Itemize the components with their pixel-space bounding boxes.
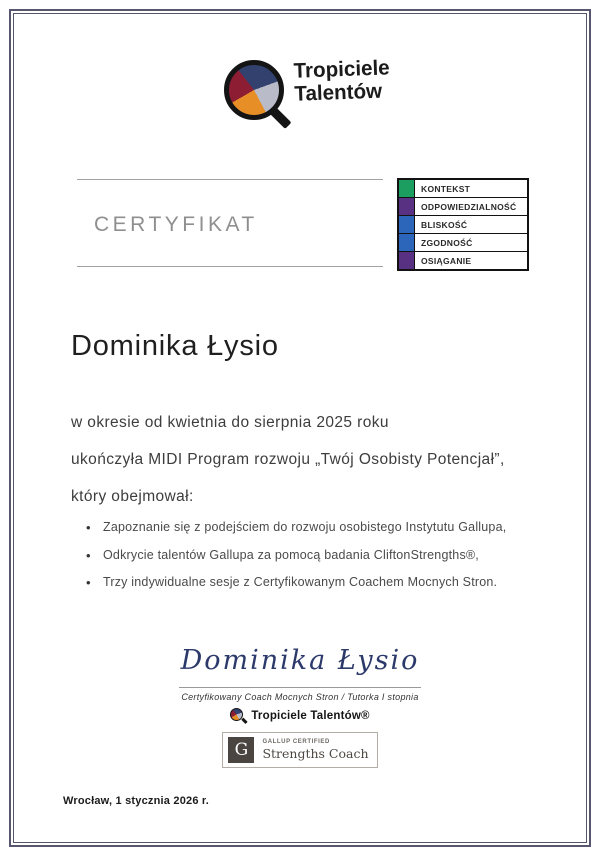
certificate-title: CERTYFIKAT [94, 213, 258, 236]
legend-swatch-odpowiedzialnosc [399, 198, 415, 215]
signature-rule [179, 687, 421, 688]
logo-wordmark [293, 56, 393, 105]
certificate-body [71, 404, 541, 515]
legend-swatch-zgodnosc [399, 234, 415, 251]
mini-magnifier-pie-icon [230, 708, 245, 723]
body-line-1: w okresie od kwietnia do sierpnia 2025 roku [71, 414, 389, 431]
magnifier-handle [270, 107, 292, 129]
legend-row [399, 252, 527, 269]
body-line-3: który obejmował: [71, 488, 194, 505]
signature-caption: Certyfikowany Coach Mocnych Stron / Tutorka I stopnia [181, 692, 419, 702]
gallup-certified-badge [222, 732, 377, 768]
logo-line-1: Tropiciele [293, 56, 391, 83]
gallup-badge-text [262, 739, 368, 761]
legend-row [399, 198, 527, 216]
gallup-badge-line2: Strengths Coach [262, 746, 369, 761]
logo-line-2: Talentów [294, 79, 383, 106]
footer-date-place: Wrocław, 1 stycznia 2026 r. [63, 795, 210, 807]
legend-row [399, 216, 527, 234]
recipient-name: Dominika Łysio [71, 330, 279, 362]
magnifier-pie-icon [224, 60, 286, 122]
legend-label: KONTEKST [421, 183, 471, 194]
strengths-legend [397, 178, 529, 271]
bullet-item: • Odkrycie talentów Gallupa za pomocą badania CliftonStrengths®, [86, 542, 546, 570]
legend-label: BLISKOŚĆ [421, 219, 468, 230]
legend-label: ODPOWIEDZIALNOŚĆ [421, 201, 517, 212]
footer-brand-label: Tropiciele Talentów® [251, 709, 370, 722]
bullet-item: • Zapoznanie się z podejściem do rozwoju osobistego Instytutu Gallupa, [86, 514, 546, 542]
bullet-item: • Trzy indywidualne sesje z Certyfikowanym Coachem Mocnych Stron. [86, 569, 546, 597]
legend-swatch-bliskosc [399, 216, 415, 233]
footer-brand [0, 708, 600, 723]
legend-label: OSIĄGANIE [421, 255, 472, 266]
legend-swatch-osiaganie [399, 252, 415, 269]
title-rule-bottom [77, 266, 383, 267]
gallup-g-icon: G [228, 737, 254, 763]
program-bullet-list [86, 514, 546, 597]
signature-handwriting: Dominika Łysio [180, 645, 420, 676]
legend-label: ZGODNOŚĆ [421, 237, 473, 248]
legend-swatch-kontekst [399, 180, 415, 197]
header-logo [224, 56, 392, 122]
legend-row [399, 180, 527, 198]
title-rule-top [77, 179, 383, 180]
gallup-badge-line1: GALLUP CERTIFIED [262, 739, 330, 745]
gallup-badge-wrap [0, 732, 600, 768]
mini-magnifier-handle [241, 718, 247, 724]
legend-row [399, 234, 527, 252]
body-line-2: ukończyła MIDI Program rozwoju „Twój Osobisty Potencjał”, [71, 451, 505, 468]
